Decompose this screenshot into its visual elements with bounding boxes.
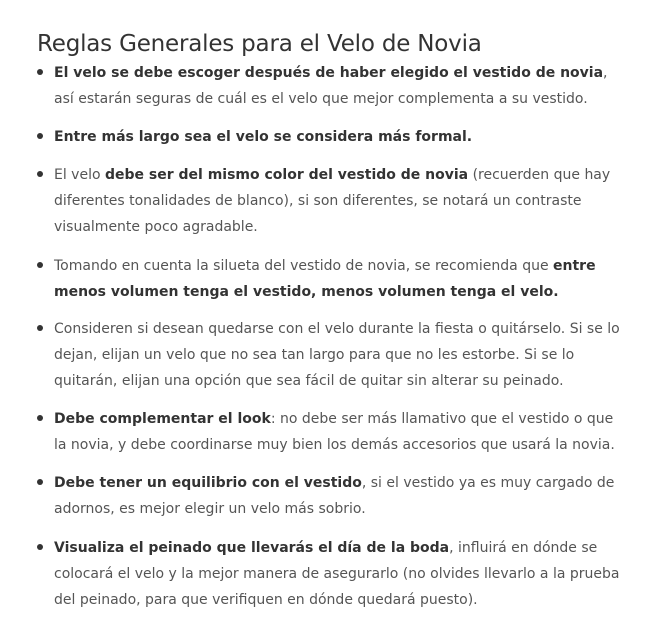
rule-text-bold: entre menos volumen tenga el vestido, menos volumen tenga el velo.: [54, 258, 596, 300]
bullet-icon: [37, 325, 43, 331]
rule-text: [54, 258, 596, 300]
list-item: [54, 60, 620, 112]
bullet-icon: [37, 171, 43, 177]
rule-text: [54, 321, 620, 389]
rule-text-bold: Visualiza el peinado que llevarás el día de la boda: [54, 540, 450, 556]
rule-text-bold: El velo se debe escoger después de haber elegido el vestido de novia: [54, 65, 604, 81]
rule-text: [54, 129, 472, 145]
list-item: [54, 316, 620, 394]
rule-text-regular: , así estarán seguras de cuál es el velo que mejor complementa a su vestido.: [54, 65, 608, 107]
rule-text: [54, 411, 615, 453]
list-item: [54, 535, 620, 613]
rule-text: [54, 475, 614, 517]
rule-text-regular: : no debe ser más llamativo que el vestido o que la novia, y debe coordinarse muy bien los demás accesorios que usará la novia.: [54, 411, 615, 453]
rule-text-regular: , si el vestido ya es muy cargado de adornos, es mejor elegir un velo más sobrio.: [54, 475, 615, 517]
rule-text-regular: Consideren si desean quedarse con el velo durante la fiesta o quitárselo. Si se lo dejan, elijan un velo que no sea tan largo para que no les estorbe. Si se lo quitarán, elijan una opción que sea fácil de quitar sin alterar su peinado.: [54, 321, 620, 389]
list-item: [54, 253, 620, 305]
rule-text-bold: Debe tener un equilibrio con el vestido: [54, 475, 362, 491]
rule-text-regular: , influirá en dónde se colocará el velo y la mejor manera de asegurarlo (no olvides llevarlo a la prueba del peinado, para que verifiquen en dónde quedará puesto).: [54, 540, 620, 608]
rule-text-bold: Debe complementar el look: [54, 411, 271, 427]
rule-text-regular: Tomando en cuenta la silueta del vestido de novia, se recomienda que: [54, 258, 554, 274]
list-item: [54, 162, 620, 240]
page-title: Reglas Generales para el Velo de Novia: [37, 31, 482, 57]
rule-text-regular: (recuerden que hay diferentes tonalidades de blanco), si son diferentes, se notará un contraste visualmente poco agradable.: [54, 167, 611, 235]
bullet-icon: [37, 262, 43, 268]
bullet-icon: [37, 479, 43, 485]
rule-text: [54, 65, 608, 107]
bullet-icon: [37, 544, 43, 550]
bullet-icon: [37, 133, 43, 139]
rule-text-bold: Entre más largo sea el velo se considera más formal.: [54, 129, 473, 145]
bullet-icon: [37, 69, 43, 75]
list-item: [54, 470, 620, 522]
list-item: [54, 406, 620, 458]
rule-text-regular: El velo: [54, 167, 105, 183]
rule-text-bold: debe ser del mismo color del vestido de novia: [105, 167, 469, 183]
rule-text: [54, 167, 610, 235]
rule-text: [54, 540, 619, 608]
bullet-icon: [37, 415, 43, 421]
list-item: [54, 124, 620, 150]
